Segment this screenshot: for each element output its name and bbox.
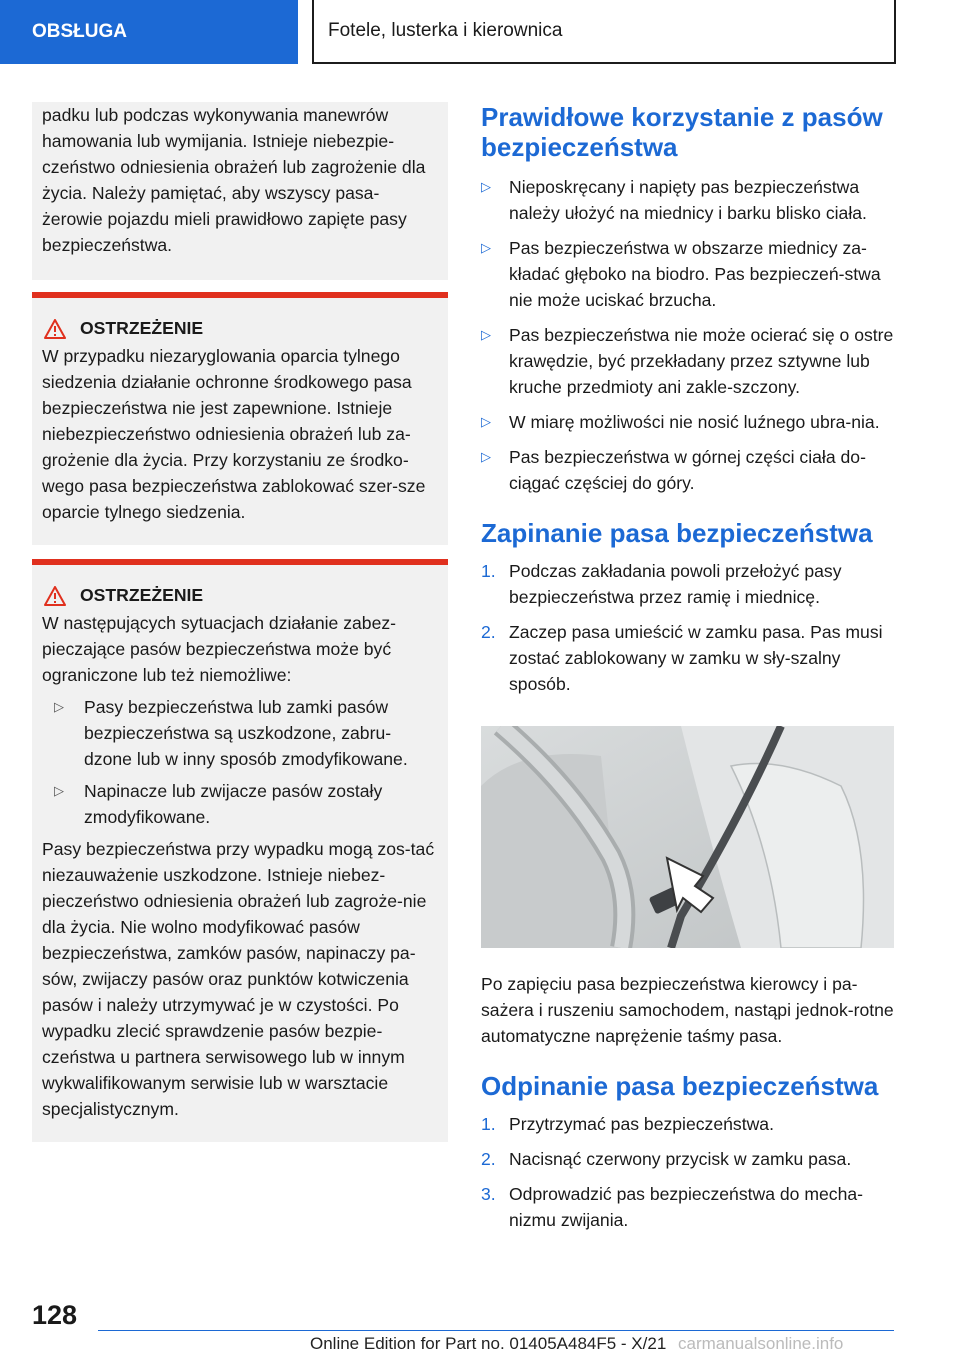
triangle-bullet-icon: ▷ <box>481 449 491 464</box>
after-fastening-text: Po zapięciu pasa bezpieczeństwa kierowcy i pa‐sażera i ruszeniu samochodem, nastąpi jednok‐rotne automatyczne naprężenie taśmy pasa. <box>481 974 894 1046</box>
warning-title: OSTRZEŻENIE <box>80 318 204 338</box>
list-item: ▷ Napinacze lub zwijacze pasów zostały zmodyfikowane. <box>42 778 438 830</box>
list-item: 3. Odprowadzić pas bezpieczeństwa do mecha‐nizmu zwijania. <box>481 1184 864 1230</box>
warning-intro: W następujących sytuacjach działanie zabez‐pieczające pasów bezpieczeństwa może być ograniczone lub też niemożliwe: <box>42 613 397 685</box>
chapter-title <box>312 0 896 64</box>
section-tab <box>0 0 298 64</box>
list-item: 2. Nacisnąć czerwony przycisk w zamku pasa. <box>481 1149 852 1169</box>
triangle-bullet-icon: ▷ <box>481 414 491 429</box>
section-heading-fastening: Zapinanie pasa bezpieczeństwa <box>481 518 873 548</box>
section-label: OBSŁUGA <box>32 21 127 42</box>
warning-header <box>42 585 438 606</box>
warning-box-1 <box>32 292 448 545</box>
warning-triangle-icon <box>44 586 66 606</box>
continued-warning-box <box>32 102 448 280</box>
warning-text: W przypadku niezaryglowania oparcia tylnego siedzenia działanie ochronne środkowego pasa bezpieczeństwa nie jest zapewnione. Istnieje niebezpieczeństwo odniesienia obrażeń lub za‐grożenie dla życia. Przy korzystaniu ze środko‐wego pasa bezpieczeństwa zablokować szer‐sze oparcie tylnego siedzenia. <box>42 346 426 522</box>
warning-title: OSTRZEŻENIE <box>80 585 204 605</box>
right-column <box>481 102 894 1242</box>
warning-bullet-list <box>42 694 438 830</box>
triangle-bullet-icon: ▷ <box>481 179 491 194</box>
triangle-bullet-icon: ▷ <box>481 240 491 255</box>
section-heading-correct-use: Prawidłowe korzystanie z pasów bezpieczeństwa <box>481 102 883 162</box>
watermark-text: carmanualsonline.info <box>678 1334 844 1353</box>
seatbelt-buckle-photo <box>481 726 894 948</box>
warning-triangle-icon <box>44 319 66 339</box>
section-heading-unfastening: Odpinanie pasa bezpieczeństwa <box>481 1071 879 1101</box>
page-number: 128 <box>32 1300 78 1330</box>
unfastening-steps <box>481 1111 894 1233</box>
edition-text: Online Edition for Part no. 01405A484F5 - X/21 <box>310 1334 667 1353</box>
triangle-bullet-icon: ▷ <box>54 699 64 714</box>
left-column <box>32 102 448 1142</box>
list-item: 2. Zaczep pasa umieścić w zamku pasa. Pas musi zostać zablokowany w zamku w sły‐szalny sposób. <box>481 622 883 694</box>
correct-use-list <box>481 174 894 496</box>
list-item: ▷ Pas bezpieczeństwa w górnej części ciała do‐ciągać częściej do góry. <box>481 444 894 496</box>
list-item: ▷ Pas bezpieczeństwa w obszarze miednicy za‐kładać głęboko na biodro. Pas bezpieczeń‐stwa nie może uciskać brzucha. <box>481 235 894 313</box>
warning-box-2 <box>32 559 448 1142</box>
list-item: 1. Podczas zakładania powoli przełożyć pasy bezpieczeństwa przez ramię i miednicę. <box>481 561 842 607</box>
continued-text: padku lub podczas wykonywania manewrów hamowania lub wymijania. Istnieje niebezpie‐czeństwo odniesienia obrażeń lub zagrożenie dla życia. Należy pamiętać, aby wszyscy pasa‐żerowie pojazdu mieli prawidłowo zapięte pasy bezpieczeństwa. <box>42 105 426 255</box>
list-item: ▷ W miarę możliwości nie nosić luźnego ubra‐nia. <box>481 409 894 435</box>
footer-divider <box>98 1330 894 1331</box>
list-item: 1. Przytrzymać pas bezpieczeństwa. <box>481 1114 774 1134</box>
warning-outro: Pasy bezpieczeństwa przy wypadku mogą zos‐tać niezauważenie uszkodzone. Istnieje niebez‐pieczeństwo odniesienia obrażeń lub zagroże‐nie dla życia. Nie wolno modyfikować pasów bezpieczeństwa, zamków pasów, napinaczy pa‐sów, zwijaczy pasów oraz punktów kotwiczenia pasów i należy utrzymywać je w czystości. Po wypadku zlecić sprawdzenie pasów bezpie‐czeństwa u partnera serwisowego lub w innym wykwalifikowanym serwisie lub w warsztacie specjalistycznym. <box>42 839 435 1119</box>
list-item: ▷ Nieposkręcany i napięty pas bezpieczeństwa należy ułożyć na miednicy i barku blisko ciała. <box>481 174 894 226</box>
fastening-steps <box>481 558 894 697</box>
triangle-bullet-icon: ▷ <box>54 783 64 798</box>
chapter-title-text: Fotele, lusterka i kierownica <box>328 20 563 41</box>
warning-header <box>42 318 438 339</box>
list-item: ▷ Pas bezpieczeństwa nie może ocierać się o ostre krawędzie, być przekładany przez sztywne lub kruche przedmioty ani zakle‐szczony. <box>481 322 894 400</box>
triangle-bullet-icon: ▷ <box>481 327 491 342</box>
list-item: ▷ Pasy bezpieczeństwa lub zamki pasów bezpieczeństwa są uszkodzone, zabru‐dzone lub w inny sposób zmodyfikowane. <box>42 694 438 772</box>
